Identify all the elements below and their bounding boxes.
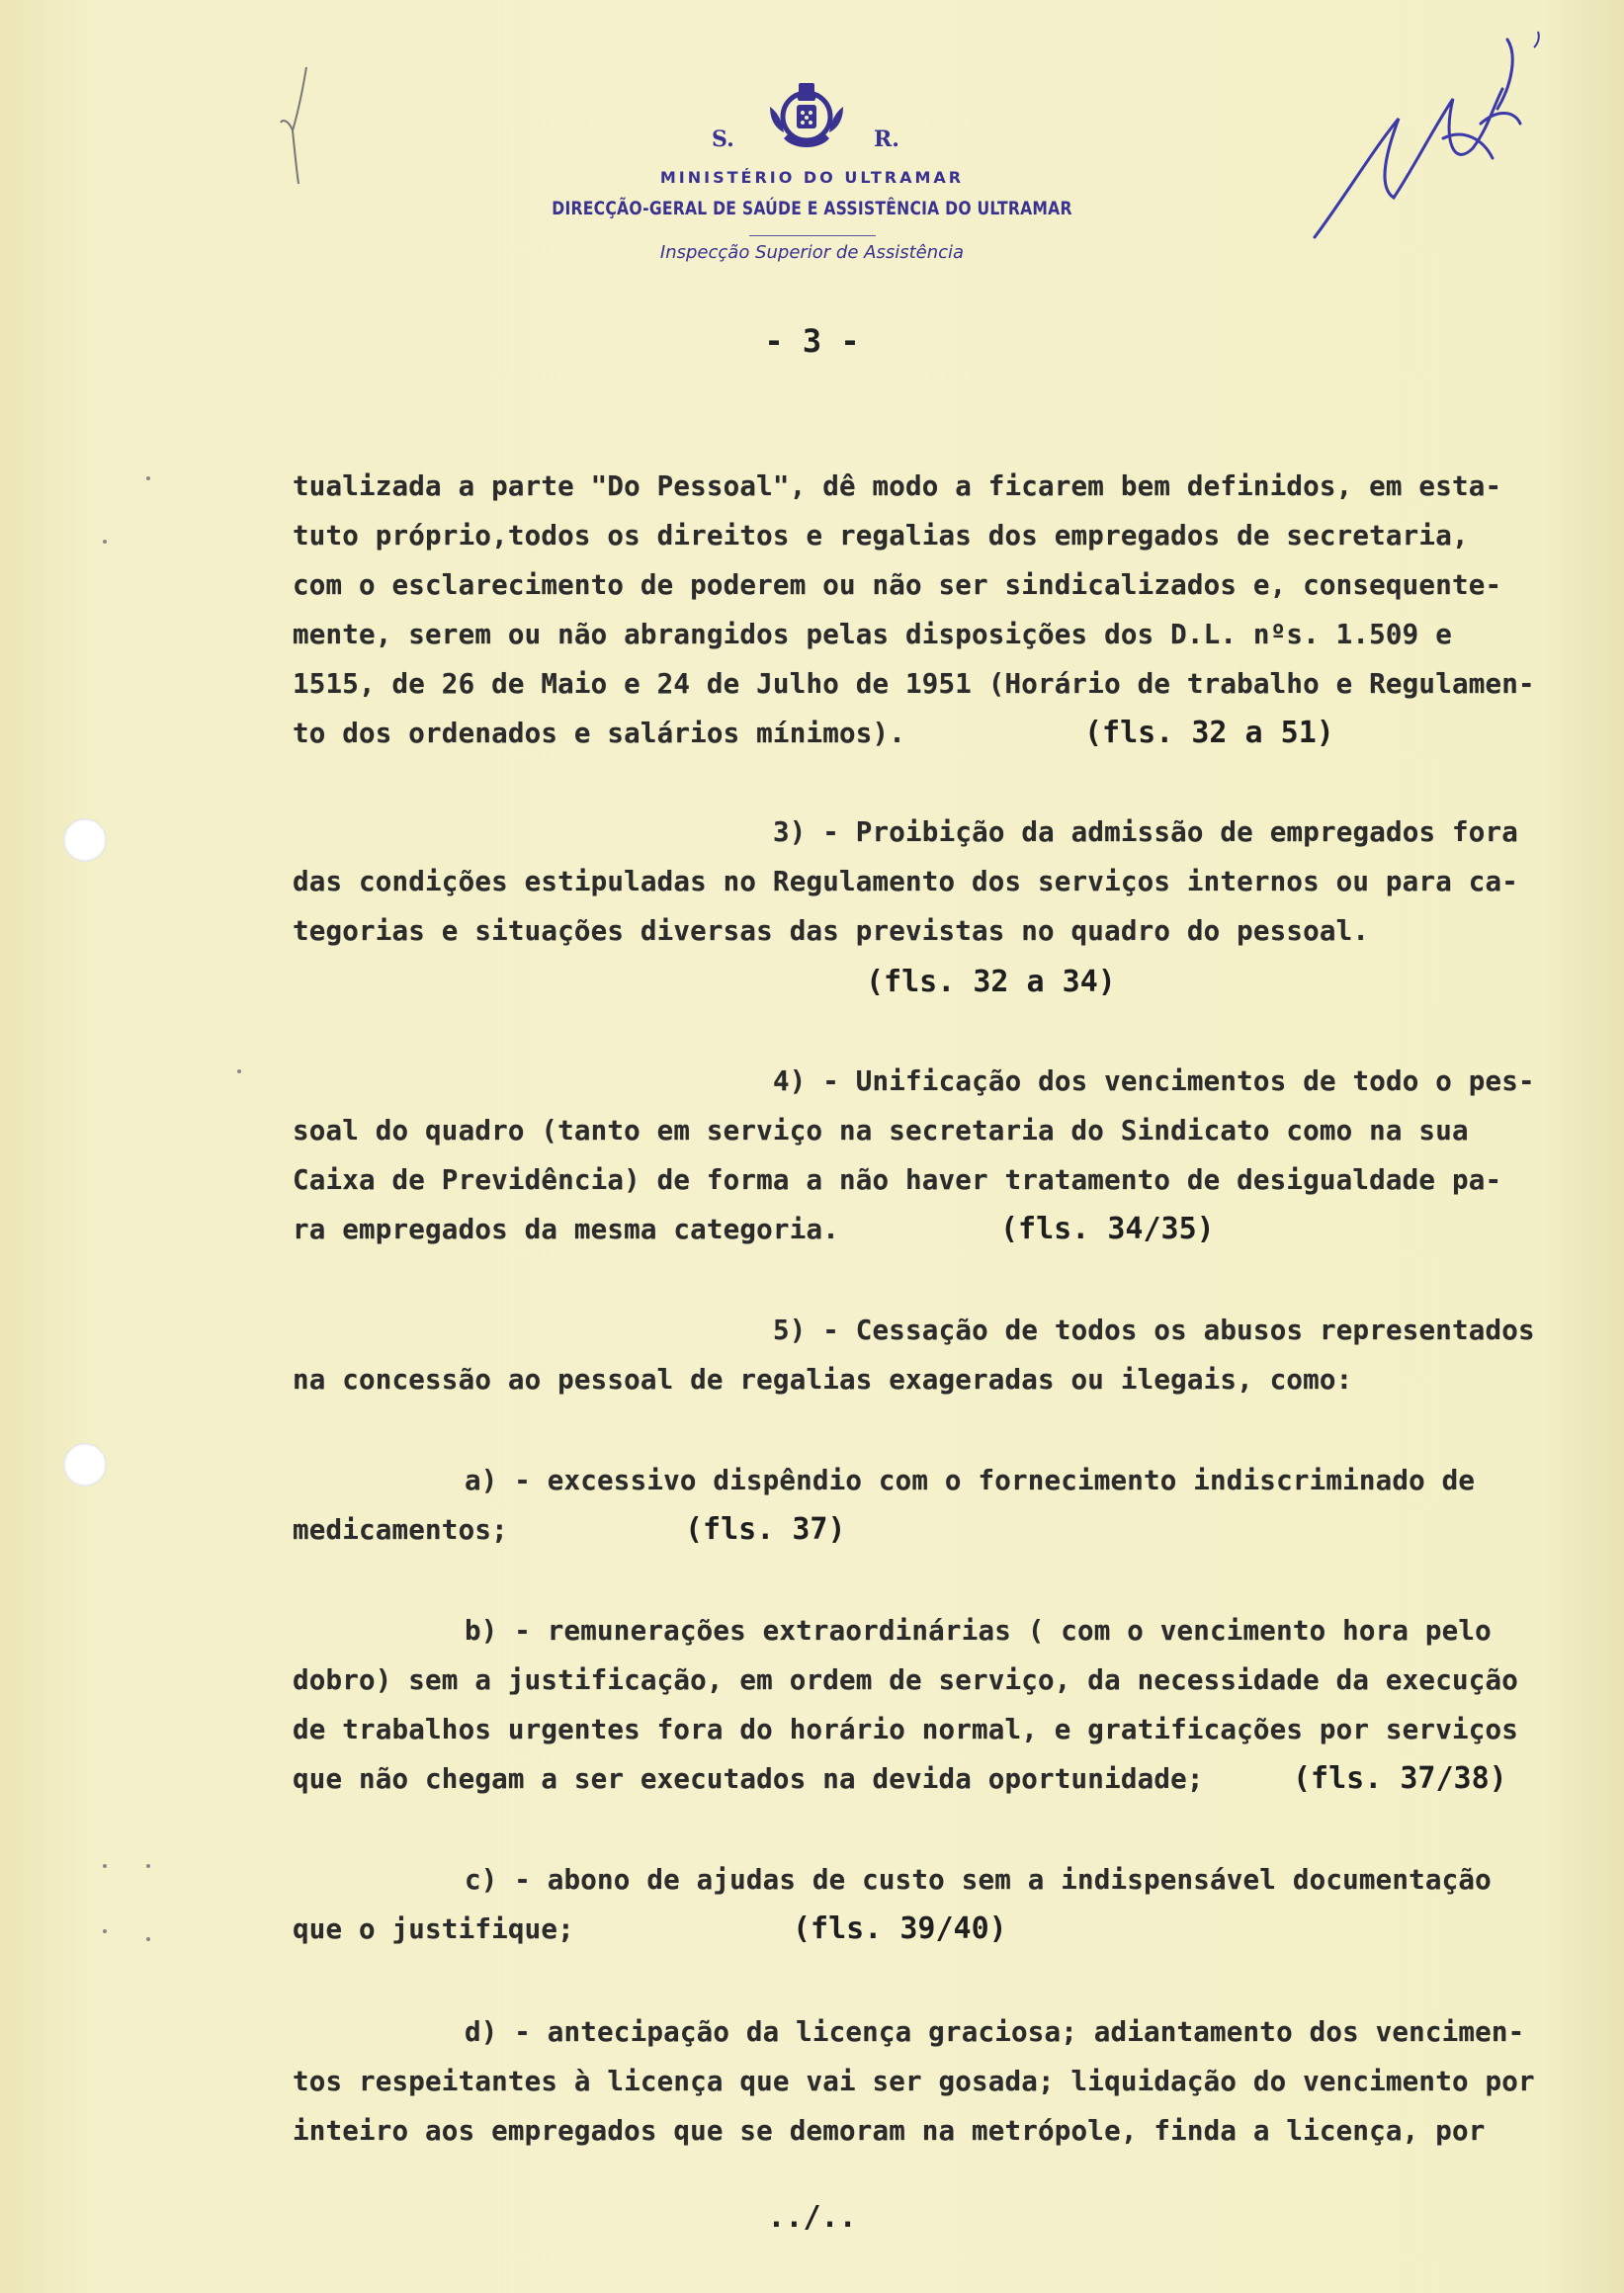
- text-line: das condições estipuladas no Regulamento dos serviços internos ou para ca-: [293, 866, 1518, 897]
- punch-hole-top: [63, 818, 107, 862]
- text-line: b) - remunerações extraordinárias ( com o vencimento hora pelo: [465, 1615, 1492, 1647]
- speck: [146, 476, 150, 480]
- page-number: - 3 -: [764, 322, 860, 360]
- text-line: mente, serem ou não abrangidos pelas disposições dos D.L. nºs. 1.509 e: [293, 619, 1452, 650]
- letterhead-r: R.: [874, 127, 899, 152]
- letterhead-rule: [749, 235, 876, 236]
- text-line: na concessão ao pessoal de regalias exageradas ou ilegais, como:: [293, 1364, 1353, 1396]
- speck: [146, 1937, 150, 1941]
- inspeccao-subtitle: Inspecção Superior de Assistência: [659, 242, 965, 263]
- folio-reference: (fls. 37/38): [1293, 1761, 1507, 1796]
- direccao-title: DIRECÇÃO-GERAL DE SAÚDE E ASSISTÊNCIA DO ULTRAMAR: [552, 198, 1072, 219]
- text-line: ra empregados da mesma categoria.: [293, 1214, 839, 1245]
- speck: [103, 1929, 107, 1933]
- folio-reference: (fls. 39/40): [793, 1911, 1007, 1946]
- text-line: d) - antecipação da licença graciosa; adiantamento dos vencimen-: [465, 2016, 1525, 2048]
- text-line: que o justifique;: [293, 1913, 574, 1945]
- speck: [237, 1069, 241, 1073]
- speck: [146, 1864, 150, 1868]
- folio-reference: (fls. 37): [685, 1512, 846, 1547]
- text-line: Caixa de Previdência) de forma a não haver tratamento de desigualdade pa-: [293, 1164, 1502, 1196]
- text-line: soal do quadro (tanto em serviço na secretaria do Sindicato como na sua: [293, 1115, 1469, 1146]
- speck: [103, 1864, 107, 1868]
- text-line: com o esclarecimento de poderem ou não ser sindicalizados e, consequente-: [293, 569, 1502, 601]
- punch-hole-bottom: [63, 1443, 107, 1486]
- text-line: de trabalhos urgentes fora do horário normal, e gratificações por serviços: [293, 1714, 1518, 1745]
- text-line: 5) - Cessação de todos os abusos representados: [773, 1315, 1535, 1346]
- speck: [103, 540, 107, 544]
- text-line: medicamentos;: [293, 1514, 508, 1546]
- text-line: 4) - Unificação dos vencimentos de todo o pes-: [773, 1065, 1535, 1097]
- text-line: inteiro aos empregados que se demoram na metrópole, finda a licença, por: [293, 2115, 1486, 2147]
- text-line: tos respeitantes à licença que vai ser gosada; liquidação do vencimento por: [293, 2066, 1535, 2097]
- text-line: a) - excessivo dispêndio com o fornecimento indiscriminado de: [465, 1465, 1476, 1496]
- text-line: tegorias e situações diversas das previstas no quadro do pessoal.: [293, 915, 1370, 947]
- folio-reference: (fls. 32 a 34): [866, 965, 1116, 999]
- coat-of-arms-icon: [764, 77, 849, 154]
- text-line: 3) - Proibição da admissão de empregados fora: [773, 816, 1519, 848]
- text-line: tuto próprio,todos os direitos e regalias dos empregados de secretaria,: [293, 520, 1469, 552]
- text-line: tualizada a parte "Do Pessoal", dê modo a ficarem bem definidos, em esta-: [293, 470, 1502, 502]
- text-line: 1515, de 26 de Maio e 24 de Julho de 1951 (Horário de trabalho e Regulamen-: [293, 668, 1535, 700]
- folio-reference: (fls. 32 a 51): [1084, 716, 1334, 750]
- continuation-mark: ../..: [767, 2200, 857, 2235]
- text-line: que não chegam a ser executados na devida oportunidade;: [293, 1763, 1204, 1795]
- text-line: to dos ordenados e salários mínimos).: [293, 718, 905, 749]
- letterhead-s: S.: [712, 127, 734, 152]
- folio-reference: (fls. 34/35): [1000, 1212, 1215, 1246]
- text-line: dobro) sem a justificação, em ordem de serviço, da necessidade da execução: [293, 1664, 1518, 1696]
- ministry-title: MINISTÉRIO DO ULTRAMAR: [659, 168, 965, 187]
- text-line: c) - abono de ajudas de custo sem a indispensável documentação: [465, 1864, 1492, 1896]
